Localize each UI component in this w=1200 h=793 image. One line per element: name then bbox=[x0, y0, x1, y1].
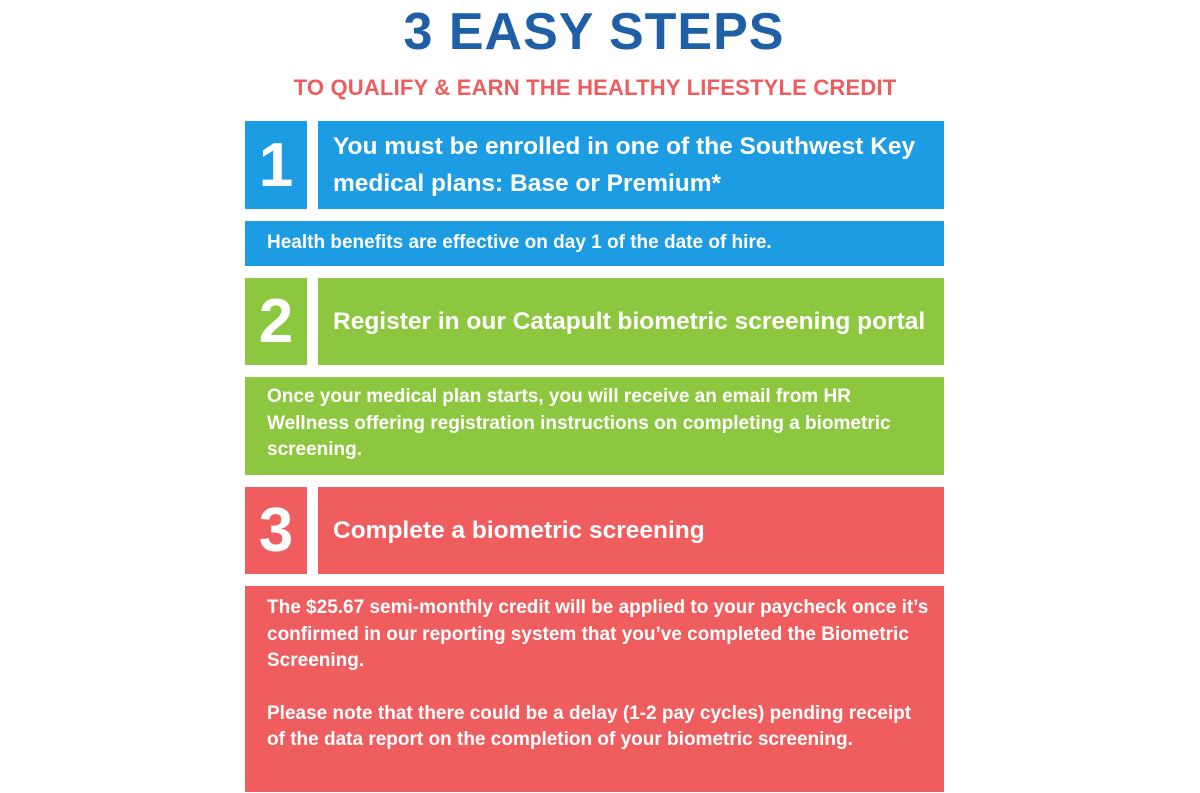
page-title: 3 EASY STEPS bbox=[403, 3, 785, 61]
step-2-detail-text: Once your medical plan starts, you will receive an email from HR Wellness offering registration instructions on completing a biometric screening. bbox=[267, 386, 891, 460]
step-2-heading-text: Register in our Catapult biometric screening portal bbox=[333, 308, 926, 335]
step-1-heading bbox=[318, 121, 944, 209]
step-3-number: 3 bbox=[245, 487, 307, 574]
step-2-details bbox=[245, 377, 944, 475]
step-1-heading-text: You must be enrolled in one of the Southwest Key medical plans: Base or Premium* bbox=[333, 133, 916, 197]
step-1-detail-text: Health benefits are effective on day 1 of the date of hire. bbox=[267, 232, 772, 253]
step-1-number: 1 bbox=[245, 121, 307, 209]
step-3-details bbox=[245, 586, 944, 792]
step-3-heading-text: Complete a biometric screening bbox=[333, 517, 705, 544]
step-3-detail-text-2: Please note that there could be a delay (1-2 pay cycles) pending receipt of the data report on the completion of your biometric screening. bbox=[267, 702, 912, 750]
step-2-number: 2 bbox=[245, 278, 307, 365]
step-3-detail-text-1: The $25.67 semi-monthly credit will be applied to your paycheck once it’s confirmed in our reporting system that you’ve completed the Biometric Screening. bbox=[267, 597, 929, 671]
paragraph-gap bbox=[267, 675, 930, 701]
step-1-details bbox=[245, 221, 944, 266]
step-3-heading bbox=[318, 487, 944, 574]
step-2-heading bbox=[318, 278, 944, 365]
page-subtitle: TO QUALIFY & EARN THE HEALTHY LIFESTYLE CREDIT bbox=[293, 75, 897, 100]
